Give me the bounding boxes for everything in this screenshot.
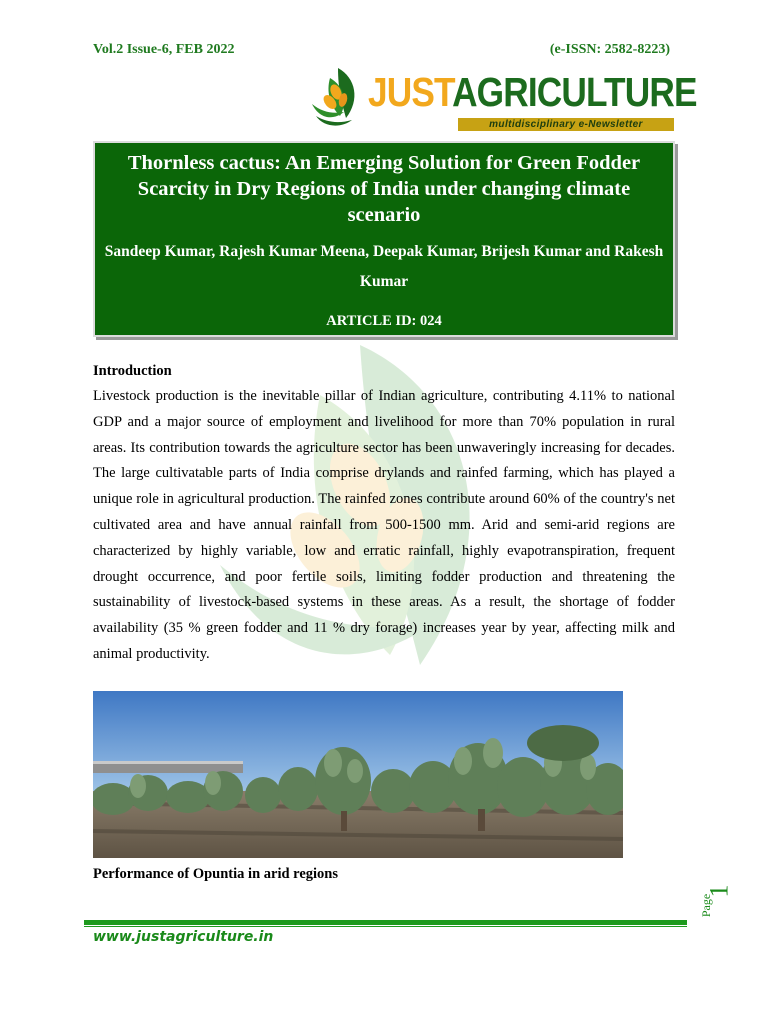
issn-info: (e-ISSN: 2582-8223) xyxy=(549,42,670,57)
issue-info: Vol.2 Issue-6, FEB 2022 xyxy=(93,42,235,57)
page-number-value: 1 xyxy=(704,884,734,898)
footer-website-link[interactable]: www.justagriculture.in xyxy=(93,929,274,945)
cactus-field-image xyxy=(93,691,623,858)
page-number xyxy=(699,880,747,930)
page-label: Page xyxy=(699,893,714,918)
introduction-paragraph: Livestock production is the inevitable pillar of Indian agriculture, contributing 4.11% to national GDP and a major source of employment and livelihood for more than 70% population in rural areas. Its contribution towards the agriculture sector has been unwaveringly increasing for decades. The large cultivatable parts of India comprise drylands and rainfed farming, which has played a unique role in agricultural production. The rainfed zones contribute around 60% of the country's net cultivated area and have annual rainfall from 500-1500 mm. Arid and semi-arid regions are characterized by highly variable, low and erratic rainfall, highly evapotranspiration, frequent drought occurrence, and poor fertile soils, limiting fodder production and threatening the sustainability of livestock-based systems in these areas. As a result, the shortage of fodder availability (35 % green fodder and 11 % dry forage) increases year by year, affecting milk and animal productivity. xyxy=(93,388,675,662)
article-id: ARTICLE ID: 024 xyxy=(326,313,442,329)
opuntia-field-photo xyxy=(93,691,623,858)
figure-caption: Performance of Opuntia in arid regions xyxy=(93,866,339,882)
article-title: Thornless cactus: An Emerging Solution for Green Fodder Scarcity in Dry Regions of India under changing climate scenario xyxy=(127,152,641,226)
logo-word-agriculture: AGRICULTURE xyxy=(452,69,697,115)
wheat-leaf-icon xyxy=(308,64,370,130)
introduction-heading: Introduction xyxy=(93,363,172,379)
logo-tagline: multidisciplinary e-Newsletter xyxy=(458,118,674,131)
footer-rule xyxy=(84,920,687,925)
article-title-box xyxy=(93,141,675,337)
logo-word-just: JUST xyxy=(368,69,453,115)
logo-wordmark xyxy=(368,68,697,116)
article-authors: Sandeep Kumar, Rajesh Kumar Meena, Deepak Kumar, Brijesh Kumar and Rakesh Kumar xyxy=(104,243,664,290)
footer-rule-thin xyxy=(84,926,687,927)
just-agriculture-logo xyxy=(308,64,697,134)
